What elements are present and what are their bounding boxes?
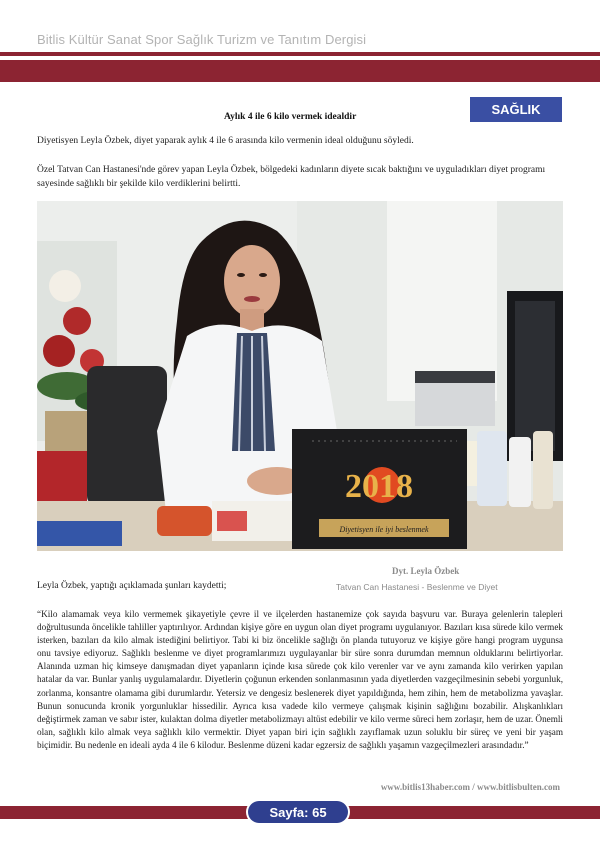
article-lead: Diyetisyen Leyla Özbek, diyet yaparak aylık 4 ile 6 arasında kilo vermenin ideal olduğunu söyledi. — [37, 136, 414, 146]
article-lead-2: Özel Tatvan Can Hastanesi'nde görev yapan Leyla Özbek, bölgedeki kadınların diyete sıcak baktığını ve uyguladıkları diyet programı sayesinde sağlıklı bir şekilde kilo verdiklerini belirtti. — [37, 165, 546, 189]
magazine-title: Bitlis Kültür Sanat Spor Sağlık Turizm ve Tanıtım Dergisi — [37, 32, 367, 47]
desk-calendar-card — [292, 429, 467, 549]
header-divider-thin — [0, 52, 600, 56]
desk-card-text: Diyetisyen ile iyi beslenmek — [339, 525, 429, 534]
article-headline: Aylık 4 ile 6 kilo vermek idealdir — [224, 112, 357, 122]
category-badge: SAĞLIK — [470, 97, 562, 122]
footer-urls: www.bitlis13haber.com / www.bitlisbulten.com — [380, 782, 560, 792]
photo-caption-name: Dyt. Leyla Özbek — [392, 566, 460, 576]
header-divider-thick — [0, 60, 600, 82]
article-photo — [37, 201, 563, 551]
photo-caption-role: Tatvan Can Hastanesi - Beslenme ve Diyet — [336, 582, 498, 592]
dietitian-photo-illustration — [37, 201, 563, 551]
desk-card-year: 2018 — [345, 468, 413, 505]
article-intro: Leyla Özbek, yaptığı açıklamada şunları kaydetti; — [37, 581, 227, 591]
page-number: Sayfa: 65 — [248, 801, 348, 823]
article-quote: “Kilo alamamak veya kilo vermemek şikayetiyle çevre il ve ilçelerden hastanemize çok sayıda başvuru var. Buraya gelenlerin talepleri doğrultusunda öncelikle tahliller yaptırılıyor. Ardından kişiye göre en uygun olan diyet programı uygulanıyor. Bazıları kısa sürede kilo vermek isterken, bazıları da kilo almak istediğini belirtiyor. Tabi ki biz öncelikle sağlığı ön planda tutuyoruz ve kişiye göre hangi program uygunsa onu tavsiye ediyoruz. Sağlıklı beslenme ve diyet programlarımızı uygulayanlar bir süre sonra durumdan memnun olduklarını belirtiyorlar. Alanında uzman hiç kimseye danışmadan diyet yapanların içinde kısa sürede çok kilo verenler var ve aynı zamanda kilo verirken yapılan hatalar da var. Bunlar yanlış uygulamalardır. Diyetlerin çoğunun erkenden sonlanmasının yada diyetlerden vazgeçilmesinin sebebi yorgunluk, zorlanma, konsantre olamama gibi durumlardır. Yetersiz ve dengesiz beslenerek diyet yapıldığında, hem zihin, hem de metabolizma yavaşlar. Bunun sonucunda kronik yorgunluklar hissedilir. Ayrıca kısa vadede kilo vermeye çalışmak kişinin sağlığını bozabilir. Alışkanlıkları değiştirmek zaman ve sabır ister, kulaktan dolma diyetler metabolizmayı altüst edebilir ve kilo verme süreci hem zorlaşır, hem de uzar. Önemli olan, sağlıklı kilo almak veya sağlıklı kilo vermektir. Diyet yapan biri için sağlıklı zayıflamak uzun soluklu bir süreç ve yeni bir yaşam biçimidir. Bu nedenle en ideali ayda 4 ile 6 kilodur. Beslenme düzeni kadar egzersiz de sağlıklı yaşamın vazgeçilmezleri arasındadır.” — [37, 609, 563, 750]
